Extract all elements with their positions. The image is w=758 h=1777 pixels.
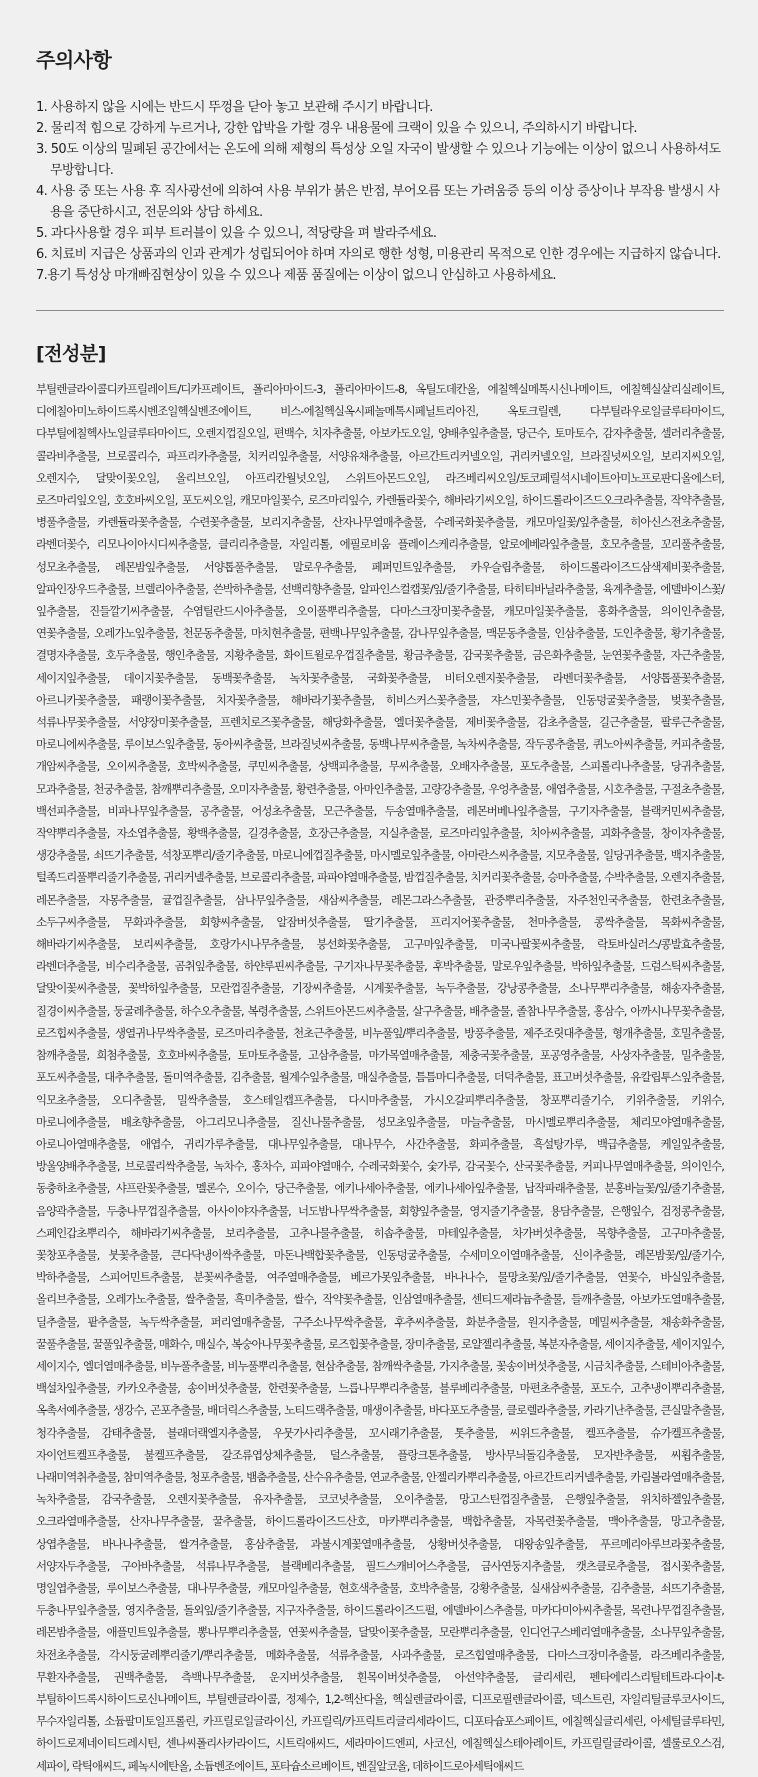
precaution-item: 3. 50도 이상의 밀폐된 공간에서는 온도에 의해 제형의 특성상 오일 자국이 발생할 수 있으나 기능에는 이상이 없으니 사용하셔도 무방합니다. [36, 142, 721, 178]
precautions-section [36, 44, 724, 286]
precaution-item: 5. 과다사용할 경우 피부 트러블이 있을 수 있으니, 적당량을 펴 발라주세요. [36, 226, 437, 241]
precautions-title: 주의사항 [36, 48, 112, 72]
precaution-item: 4. 사용 중 또는 사용 후 직사광선에 의하여 사용 부위가 붉은 반점, 부어오름 또는 가려움증 등의 이상 증상이나 부작용 발생시 사용을 중단하시고, 전문의와 상담 하세요. [36, 184, 720, 220]
precautions-list [36, 97, 724, 286]
precaution-item: 1. 사용하지 않을 시에는 반드시 뚜껑을 닫아 놓고 보관해 주시기 바랍니다. [36, 100, 433, 115]
precaution-item: 6. 치료비 지급은 상품과의 인과 관계가 성립되어야 하며 자의로 행한 성형, 미용관리 목적으로 인한 경우에는 지급하지 않습니다. [36, 247, 721, 262]
precaution-item: 7.용기 특성상 마개빠짐현상이 있을 수 있으나 제품 품질에는 이상이 없으니 안심하고 사용하세요. [36, 268, 556, 283]
ingredients-title: [전성분] [36, 343, 106, 365]
section-divider [36, 310, 724, 311]
ingredients-section [36, 339, 724, 1777]
ingredients-list: 부틸렌글라이콜디카프릴레이트/디카프레이트, 폴리아마이드-3, 폴리아마이드-8, 옥틸도데칸올, 에칠헥실메톡시신나메이트, 에칠헥실살리실레이트, 디에칠아미노하이드록시벤조일헥실벤조에이트, 비스-에칠헥실옥시페놀메톡시페닐트리아진, 옥토크릴렌, 다부틸라우로일글루타마이드, 다부틸에칠헥사노일글루타마이드, 오렌지껍질오일, 편백수, 치자추출물, 아보카도오일, 양배추잎추출물, 당근수, 토마토수, 감자추출물, 셀러리추출물, 콜라비추출물, 브로콜리수, 파프리카추출물, 치커리잎추출물, 서양유채추출물, 아르간트리커넬오일, 귀리커넬오일, 브라질넛씨오일, 보리지씨오일, 오렌지수, 달맞이꽃오일, 올리브오일, 아프리칸월넛오일, 스위트아몬드오일, 라즈베리씨오일/토코페릴석시네이트아미노프로판디올에스터, 로즈마리잎오일, 호호바씨오일, 포도씨오일, 캐모마일꽃수, 로즈마리잎수, 카렌듈라꽃수, 해바라기씨오일, 하이드롤라이즈드오크라추출물, 작약추출물, 병풀추출물, 카렌듈라꽃추출물, 수련꽃추출물, 보리지추출물, 산자나무열매추출물, 수레국화꽃추출물, 캐모마일꽃/잎추출물, 히아신스전초추출물, 라벤더꽃수, 리모나이아시디씨추출물, 클리리추출물, 자일리톨, 에필로비움 플레이스케리추출물, 알로에베라잎추출물, 호모추출물, 꼬리풀추출물, 성모초추출물, 레몬밤잎추출물, 서양톱풀추출물, 말로우추출물, 페퍼민트잎추출물, 카우슬립추출물, 하이드롤라이즈드삼색제비꽃추출물, 알파인장우드추출물, 브렐리아추출물, 쓴박하추출물, 선백리향추출물, 알파인스컬캡꽃/잎/줄기추출물, 타히티바닐라추출물, 육계추출물, 에델바이스꽃/잎추출물, 진들깔기씨추출물, 수염틸란드시아추출물, 오이풀뿌리추출물, 다마스크장미꽃추출물, 캐모마일꽃추출물, 홍화추출물, 의이인추출물, 연꽃추출물, 오레가노잎추출물, 천문동추출물, 마치현추출물, 편백나무잎추출물, 감나무잎추출물, 맥문동추출물, 인삼추출물, 도인추출물, 황기추출물, 결명자추출물, 호두추출물, 행인추출물, 지황추출물, 화이트윌로우껍질추출물, 황금추출물, 감국꽃추출물, 금은화추출물, 눈연꽃추출물, 자근추출물, 세이지잎추출물, 데이지꽃추출물, 동백꽃추출물, 녹차꽃추출물, 국화꽃추출물, 비터오렌지꽃추출물, 라벤더꽃추출물, 서양톱풀꽃추출물, 아르니카꽃추출물, 패랭이꽃추출물, 치자꽃추출물, 해바라기꽃추출물, 히비스커스꽃추출물, 쟈스민꽃추출물, 인동덩굴꽃추출물, 벚꽃추출물, 석류나무꽃추출물, 서양장미꽃추출물, 프렌치로즈꽃추출물, 해당화추출물, 엘더꽃추출물, 제비꽃추출물, 감초추출물, 길근추출물, 팔루근추출물, 마로니에씨추출물, 루이보스잎추출물, 동아씨추출물, 브라질넛씨추출물, 동백나무씨추출물, 녹차씨추출물, 작두콩추출물, 퀴노아씨추출물, 커피추출물, 개암씨추출물, 오이씨추출물, 호박씨추출물, 쿠민씨추출물, 상백피추출물, 무씨추출물, 오배자추출물, 포도추출물, 스피롤리나추출물, 당귀추출물, 모과추출물, 천궁추출물, 참깨뿌리추출물, 오미자추출물, 황련추출물, 아마인추출물, 고량강추출물, 우엉추출물, 애엽추출물, 시호추출물, 구절초추출물, 백선피추출물, 비파나무잎추출물, 공추출물, 어성초추출물, 모근추출물, 두송열매추출물, 레몬버베나잎추출물, 구기자추출물, 블랙커민씨추출물, 작약뿌리추출물, 자소엽추출물, 황백추출물, 길경추출물, 호장근추출물, 지실추출물, 로즈마리잎추출물, 치아씨추출물, 괴화추출물, 창이자추출물, 생강추출물, 쇠뜨기추출물, 석창포뿌리/줄기추출물, 마로니에껍질추출물, 마시멜로잎추출물, 아마란스씨추출물, 지모추출물, 일당귀추출물, 백지추출물, 털족드리풀뿌리줄기추출물, 귀리커넬추출물, 브로콜리추출물, 파파야열매추출물, 밤껍질추출물, 치커리꽃추출물, 승마추출물, 수박추출물, 오렌지추출물, 레몬추출물, 자몽추출물, 귤껍질추출물, 삼나무잎추출물, 새삼씨추출물, 레몬그라스추출물, 관중뿌리추출물, 자주천인국추출물, 한련초추출물, 소두구씨추출물, 무화과추출물, 회향씨추출물, 알잠버섯추출물, 딸기추출물, 프리지어꽃추출물, 천마추출물, 콩싹추출물, 목화씨추출물, 해바라기씨추출물, 보리씨추출물, 호랑가시나무추출물, 붕선화꽃추출물, 고구마잎추출물, 미국나팔꽃씨추출물, 락토바실러스/콩발효추출물, 라벤더추출물, 비수리추출물, 곰취잎추출물, 하얀루핀씨추출물, 구기자나무꽃추출물, 후박추출물, 말로우잎추출물, 박하잎추출물, 드럼스틱씨추출물, 달맞이꽃씨추출물, 꽃박하잎추출물, 모란껍질추출물, 기장씨추출물, 시계꽃추출물, 녹두추출물, 강낭콩추출물, 소나무뿌리추출물, 해송자추출물, 질경이씨추출물, 둥굴레추출물, 하수오추출물, 복령추출물, 스위트아몬드씨추출물, 살구추출물, 배추출물, 졸참나무추출물, 홍삼수, 아까시나무꽃추출물, 로즈힙씨추출물, 생열귀나무싹추출물, 로즈마리추출물, 천초근추출물, 비누풀잎/뿌리추출물, 방풍추출물, 제주조릿대추출물, 형개추출물, 호밀추출물, 참깨추출물, 희첨추출물, 호호바씨추출물, 토마토추출물, 고삼추출물, 마가목열매추출물, 제충국꽃추출물, 포공영추출물, 사상자추출물, 밀추출물, 포도씨추출물, 대추추출물, 돌미역추출물, 김추출물, 월계수잎추출물, 매실추출물, 틈틈마디추출물, 더덕추출물, 표고버섯추출물, 유칼립투스잎추출물, 익모초추출물, 오디추출물, 밀싹추출물, 호스테일캡프추출물, 다시마추출물, 가시오갈피뿌리추출물, 창포뿌리줄기수, 키위추출물, 키위수, 마로니에추출물, 배초향추출물, 아그리모니추출물, 질신나물추출물, 성모초잎추출물, 마늘추출물, 마시멜로뿌리추출물, 체리모야열매추출물, 아로니아열매추출물, 애엽수, 귀리가루추출물, 대나무잎추출물, 대나무수, 사간추출물, 화피추출물, 흑설탕가루, 백급추출물, 케일잎추출물, 방울양배추추출물, 브로콜리싹추출물, 녹차수, 홍차수, 피파야열매수, 수레국화꽃수, 숯가루, 감국꽃수, 산국꽃추출물, 커피나무열매추출물, 의이인수, 동충하초추출물, 샤프란꽃추출물, 멜론수, 오이수, 당근추출물, 에키나세아추출물, 에키나세아잎추출물, 납작파래추출물, 분홍바늘꽃/잎/줄기추출물, 음양곽추출물, 두충나무껍질추출물, 아사이야자추출물, 너도밤나무싹추출물, 회향잎추출물, 영지줄기추출물, 용담추출물, 은행잎수, 검정콩추출물, 스페인갑초뿌리수, 해바라기씨추출물, 보리추출물, 고추나물추출물, 히솝추출물, 마테잎추출물, 차가버섯추출물, 목향추출물, 고구마추출물, 꽃창포추출물, 붓꽃추출물, 큰다닥냉이싹추출물, 마돈나백합꽃추출물, 인동덩굴추출물, 수세미오이열매추출물, 신이추출물, 레몬밤꽃/잎/줄기수, 박하추출물, 스피어민트추출물, 분꽃씨추출물, 여주열매추출물, 베르가못잎추출물, 바나나수, 물망초꽃/잎/줄기추출물, 연꽃수, 바실잎추출물, 올리브추출물, 오레가노추출물, 쌀추출물, 흑미추출물, 쌀수, 작약꽃추출물, 인삼열매추출물, 센티드제라늄추출물, 들깨추출물, 아보카도열매추출물, 딜추출물, 팥추출물, 녹두싹추출물, 퍼리열매추출물, 구주소나무싹추출물, 후추씨추출물, 화분추출물, 원지추출물, 메밀씨추출물, 채송화추출물, 꿀풀추출물, 꿀풀잎추출물, 매화수, 매실수, 복숭아나무꽃추출물, 로즈힙꽃추출물, 장미추출물, 로얄젤리추출물, 복분자추출물, 세이지추출물, 세이지잎수, 세이지수, 엘더열매추출물, 비누풀추출물, 비누풀뿌리추출물, 현삼추출물, 참깨싹추출물, 가지추출물, 꽃송이버섯추출물, 시금치추출물, 스테비아추출물, 백설차잎추출물, 카카오추출물, 송이버섯추출물, 한련꽃추출물, 느릅나무뿌리추출물, 블루베리추출물, 마편초추출물, 포도수, 고추냉이뿌리추출물, 옥촉서예추출물, 생강수, 곤포추출물, 배더릭스추출물, 노티드랙추출물, 매생이추출물, 바다포도추출물, 클로렐라추출물, 카라기난추출물, 큰실말추출물, 청각추출물, 감태추출물, 블래더랙엘지추출물, 우뭇가사리추출물, 꼬시래기추출물, 톳추출물, 씨위드추출물, 켈프추출물, 슈가켈프추출물, 자이언트켈프추출물, 불켈프추출물, 갈조류엽상체추출물, 덜스추출물, 플랑크톤추출물, 방사무늬돌김추출물, 모자반추출물, 씨횝추출물, 나래미역취추출물, 참미역추출물, 청포추출물, 뱀춤추출물, 산수유추출물, 연교추출물, 안젤리카뿌리추출물, 아르간트리커넬추출물, 카림볼라열매추출물, 녹차추출물, 감국추출물, 오렌지꽃추출물, 유자추출물, 코코넛추출물, 오이추출물, 망고스틴껍질추출물, 은행잎추출물, 위치하젤잎추출물, 오크라열매추출물, 산자나무추출물, 꿀추출물, 하이드롤라이즈드산호, 마카뿌리추출물, 백합추출물, 자목련꽃추출물, 맥아추출물, 망고추출물, 상엽추출물, 바나나추출물, 쌀겨추출물, 홍삼추출물, 과불시계꽃열매추출물, 상황버섯추출물, 대왕송잎추출물, 푸르메리아루브라꽃추출물, 서양자두추출물, 구아바추출물, 석류나무추출물, 블랙베리추출물, 필드스캐비어스추출물, 금사연둥지추출물, 캣츠클로추출물, 접시꽃추출물, 명일엽추출물, 루이보스추출물, 대나무추출물, 캐모마일추출물, 현호색추출물, 호박추출물, 강황추출물, 실새삼씨추출물, 김추출물, 쇠뜨기추출물, 두충나무잎추출물, 영지추출물, 돌외잎/줄기추출물, 지구자추출물, 하이드롤라이즈드펄, 에델바이스추출물, 마카다미아씨추출물, 목련나무껍질추출물, 레몬밤추출물, 애플민트잎추출물, 뽕나무뿌리추출물, 연꽃씨추출물, 달맞이꽃추출물, 모란뿌리추출물, 인디언구스베리열매추출물, 소나무잎추출물, 차전초추출물, 각시둥굴레뿌리줄기/뿌리추출물, 메화추출물, 석류추출물, 사과추출물, 로즈힙열매추출물, 다마스크장미추출물, 라즈베리추출물, 무환자추출물, 권백추출물, 측백나무추출물, 운지버섯추출물, 흰목이버섯추출물, 아선약추출물, 글리세린, 펜타에리스리틸테트라-다이-t-부틸하이드록시하이드로신나메이트, 부틸렌글라이콜, 정제수, 1,2-헥산다올, 헥실렌글라이콜, 디프로필렌글라이콜, 덱스트린, 자일리틸글루코사이드, 무수자일리톨, 소듐팔미토일프롤린, 카프릴로일글라이신, 카프릴릭/카프릭트리글리세라이드, 디포타슘포스페이트, 에칠헥실글리세린, 아세틸글루타민, 하이드로제네이티드레시틴, 센나씨폴리사카라이드, 시트릭애씨드, 세라마이드엔피, 사코신, 에칠헥실스테아레이트, 카프릴릴글라이콜, 셀룰로오스검, 세파이, 락틱애씨드, 페녹시에탄올, 소듐벤조에이트, 포타슘소르베이트, 벤질알코올, 데하이드로아세틱애씨드 [36, 382, 724, 1773]
precaution-item: 2. 물리적 힘으로 강하게 누르거나, 강한 압박을 가할 경우 내용물에 크랙이 있을 수 있으니, 주의하시기 바랍니다. [36, 121, 637, 136]
